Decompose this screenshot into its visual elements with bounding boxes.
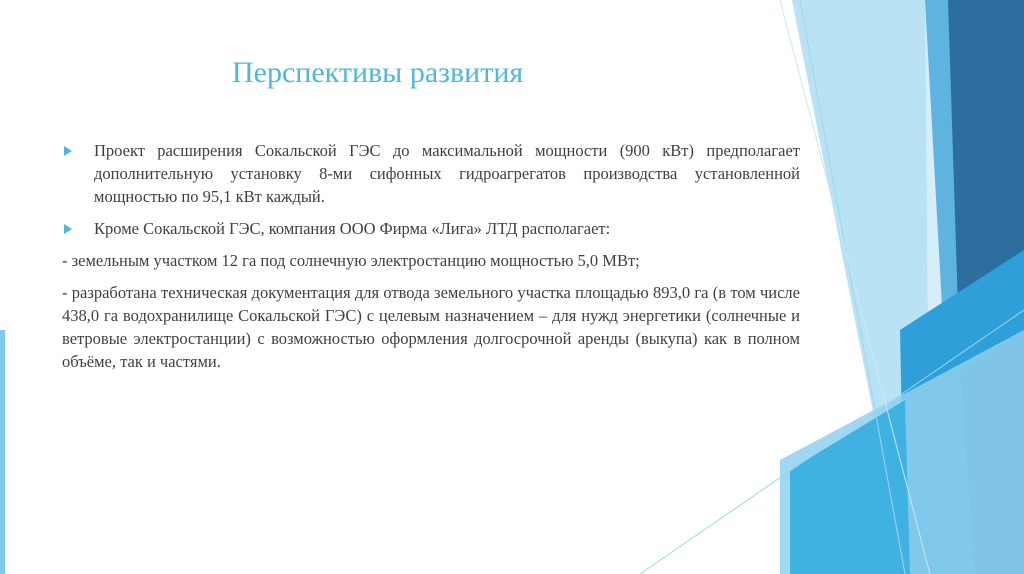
paragraph-4 bbox=[62, 281, 800, 373]
slide-title: Перспективы развития bbox=[232, 56, 524, 89]
triangle-bullet-icon bbox=[64, 224, 72, 234]
bullet-paragraph-1 bbox=[62, 139, 800, 208]
triangle-bullet-icon bbox=[64, 146, 72, 156]
bullet-paragraph-2 bbox=[62, 217, 800, 240]
paragraph-3 bbox=[62, 249, 800, 272]
decor-left-strip bbox=[0, 330, 5, 574]
paragraph-text: Кроме Сокальской ГЭС, компания ООО Фирма «Лига» ЛТД располагает: bbox=[94, 219, 611, 238]
paragraph-text: - разработана техническая документация для отвода земельного участка площадью 893,0 га (в том числе 438,0 га водохранилище Сокальской ГЭС) с целевым назначением – для нужд энергетики (солнечные и ветровые электростанции) с возможностью оформления долгосрочной аренды (выкупа) как в полном объёме, так и частями. bbox=[62, 283, 800, 371]
paragraph-text: - земельным участком 12 га под солнечную электростанцию мощностью 5,0 МВт; bbox=[62, 251, 640, 270]
slide-content bbox=[62, 139, 800, 382]
paragraph-text: Проект расширения Сокальской ГЭС до максимальной мощности (900 кВт) предполагает дополнительную установку 8-ми сифонных гидроагрегатов производства установленной мощностью по 95,1 кВт каждый. bbox=[94, 141, 800, 206]
